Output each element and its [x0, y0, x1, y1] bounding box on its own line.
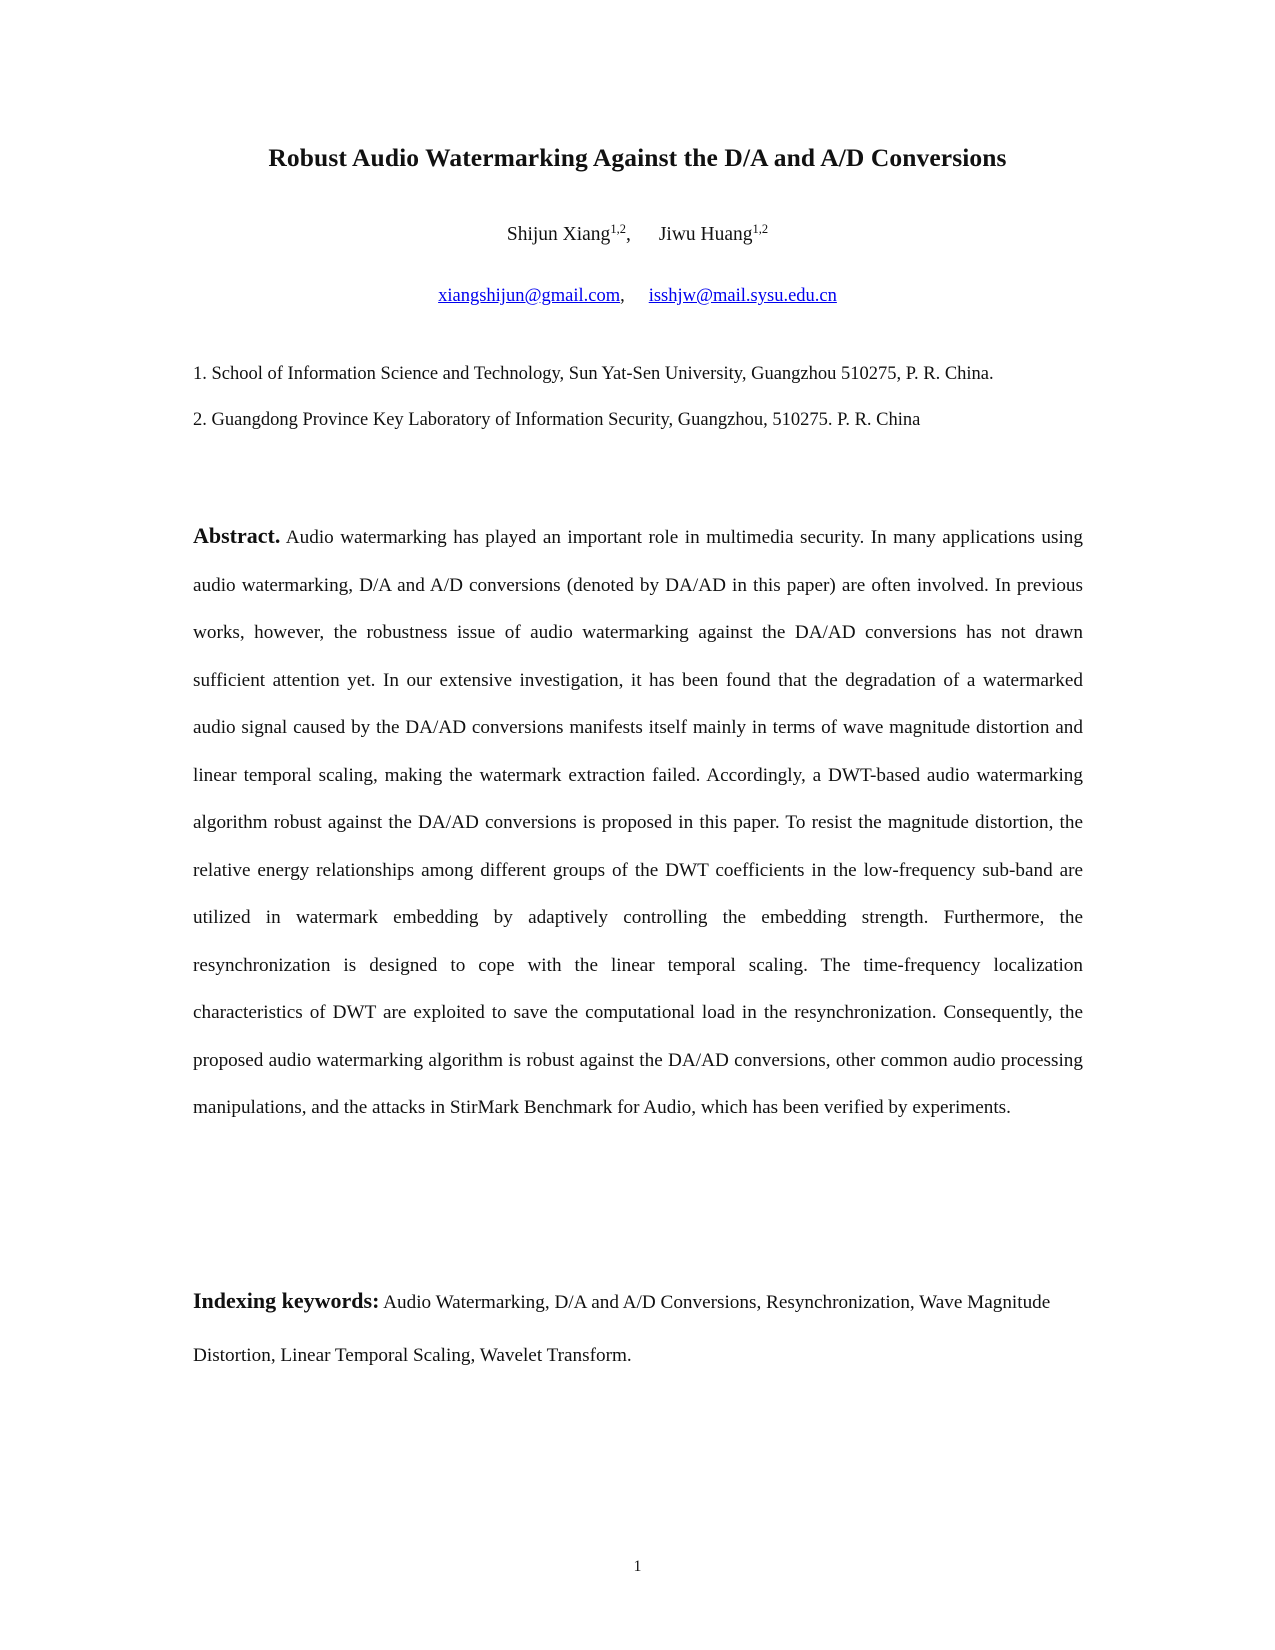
author-name: Jiwu Huang: [658, 224, 753, 245]
paper-title: Robust Audio Watermarking Against the D/A and A/D Conversions: [268, 143, 1007, 172]
email-link[interactable]: isshjw@mail.sysu.edu.cn: [648, 286, 837, 306]
email-separator: ,: [620, 286, 625, 306]
author-separator: ,: [625, 224, 631, 245]
page-number: 1: [633, 1558, 642, 1575]
email-link[interactable]: xiangshijun@gmail.com: [438, 286, 621, 306]
affiliation-1: 1. School of Information Science and Technology, Sun Yat-Sen University, Guangzhou 510275, P. R. China.: [193, 364, 994, 384]
abstract-section: [193, 512, 1083, 1132]
keywords-section: [193, 1274, 1083, 1382]
author-name: Shijun Xiang: [506, 224, 611, 245]
author-list: [0, 224, 1275, 246]
affiliation-2: 2. Guangdong Province Key Laboratory of Information Security, Guangzhou, 510275. P. R. China: [193, 410, 921, 430]
email-list: [0, 286, 1275, 307]
keywords-heading: Indexing keywords:: [193, 1288, 380, 1313]
abstract-text: Audio watermarking has played an important role in multimedia security. In many applications using audio watermarking, D/A and A/D conversions (denoted by DA/AD in this paper) are often involved. In previous works, however, the robustness issue of audio watermarking against the DA/AD conversions has not drawn sufficient attention yet. In our extensive investigation, it has been found that the degradation of a watermarked audio signal caused by the DA/AD conversions manifests itself mainly in terms of wave magnitude distortion and linear temporal scaling, making the watermark extraction failed. Accordingly, a DWT-based audio watermarking algorithm robust against the DA/AD conversions is proposed in this paper. To resist the magnitude distortion, the relative energy relationships among different groups of the DWT coefficients in the low-frequency sub-band are utilized in watermark embedding by adaptively controlling the embedding strength. Furthermore, the resynchronization is designed to cope with the linear temporal scaling. The time-frequency localization characteristics of DWT are exploited to save the computational load in the resynchronization. Consequently, the proposed audio watermarking algorithm is robust against the DA/AD conversions, other common audio processing manipulations, and the attacks in StirMark Benchmark for Audio, which has been verified by experiments.: [193, 527, 1083, 1118]
keywords-text: Audio Watermarking, D/A and A/D Conversions, Resynchronization, Wave Magnitude Distortion, Linear Temporal Scaling, Wavelet Transform.: [193, 1292, 1051, 1366]
author-affiliation-superscript: 1,2: [752, 222, 769, 236]
author-affiliation-superscript: 1,2: [610, 222, 626, 236]
abstract-heading: Abstract.: [193, 523, 281, 548]
